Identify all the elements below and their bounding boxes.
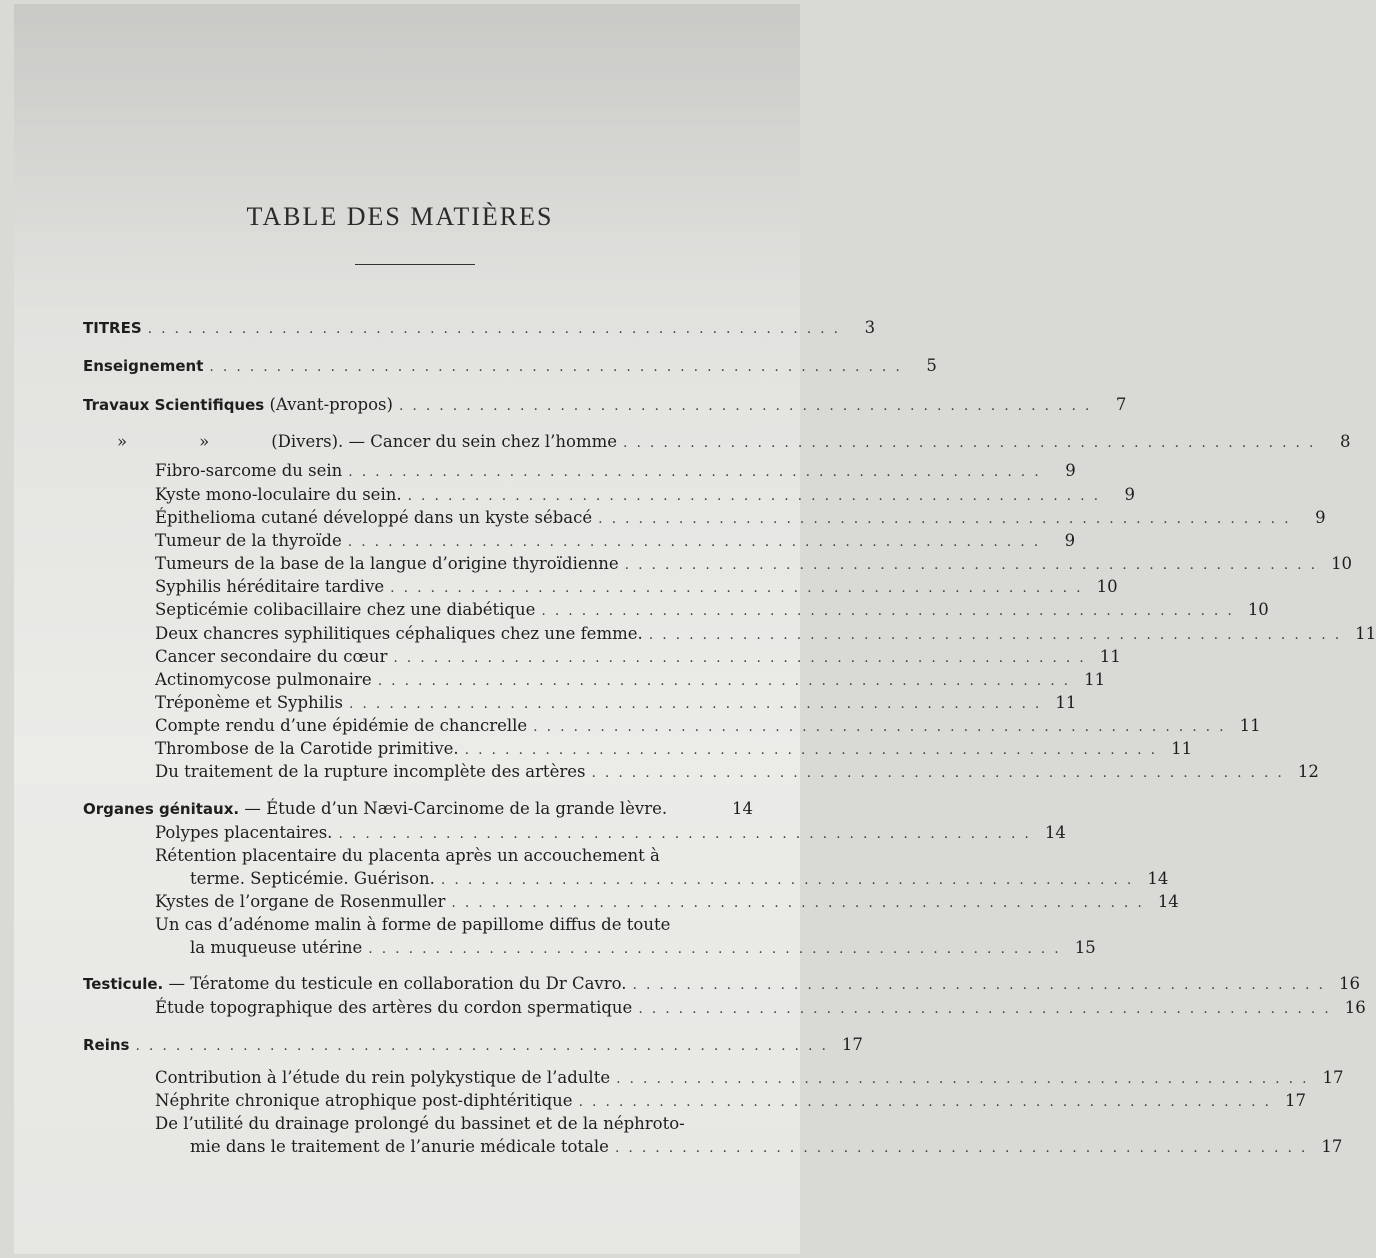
leader-dots: .................................................... (368, 941, 1068, 957)
toc-entry-testicule (83, 974, 1360, 998)
toc-item-line: Rétention placentaire du placenta après un accouchement à (155, 846, 660, 865)
toc-item: Contribution à l’étude du rein polykystique de l’adulte .................................................... 17 (155, 1068, 1344, 1087)
toc-item: Compte rendu d’une épidémie de chancrelle .................................................... 11 (155, 716, 1261, 735)
toc-entry-travaux (83, 395, 1127, 419)
page-number: 11 (1355, 624, 1376, 643)
toc-item: la muqueuse utérine .................................................... 15 (190, 938, 1096, 957)
page-number: 11 (1171, 739, 1193, 758)
toc-heading: Travaux Scientifiques (83, 396, 265, 414)
toc-item: Du traitement de la rupture incomplète des artères .................................................... 12 (155, 762, 1319, 781)
page-title: TABLE DES MATIÈRES (246, 202, 554, 231)
toc-subtitle: (Avant-propos) (264, 395, 393, 414)
leader-dots: .................................................... (147, 321, 848, 337)
toc-item: Actinomycose pulmonaire .................................................... 11 (155, 670, 1106, 689)
page-number: 15 (1074, 938, 1096, 957)
page-number: 16 (1338, 974, 1360, 993)
page-number: 11 (1055, 693, 1077, 712)
page-number: 10 (1096, 577, 1118, 596)
toc-heading: Organes génitaux. (83, 800, 240, 818)
leader-dots: .................................................... (440, 872, 1141, 888)
toc-subtitle: — Tératome du testicule en collaboration du Dr Cavro. (163, 974, 627, 993)
page-number: 17 (1321, 1137, 1343, 1156)
toc-item: Deux chancres syphilitiques céphaliques chez une femme. .................................................... 11 (155, 624, 1376, 643)
toc-heading: TITRES (83, 319, 142, 337)
page-number: 9 (1064, 531, 1076, 550)
leader-dots: .................................................... (209, 359, 909, 375)
page-number: 17 (841, 1035, 863, 1054)
toc-item: Kystes de l’organe de Rosenmuller .................................................... 14 (155, 892, 1179, 911)
toc-subtitle: (Divers). — Cancer du sein chez l’homme (271, 432, 618, 451)
page-number: 5 (926, 356, 937, 375)
leader-dots: .................................................... (377, 673, 1078, 689)
page-number: 11 (1084, 670, 1106, 689)
page-number: 11 (1239, 716, 1261, 735)
leader-dots: .................................................... (614, 1140, 1315, 1156)
toc-item: Syphilis héréditaire tardive .................................................... 10 (155, 577, 1118, 596)
leader-dots: .................................................... (451, 895, 1151, 911)
page-number: 11 (1099, 647, 1121, 666)
page-number: 16 (1344, 998, 1366, 1017)
page-number: 17 (1284, 1091, 1306, 1110)
toc-item: Kyste mono-loculaire du sein. .................................................... 9 (155, 485, 1136, 504)
page-number: 17 (1322, 1068, 1344, 1087)
toc-item: Tumeur de la thyroïde .................................................... 9 (155, 531, 1076, 550)
toc-entry-divers (117, 432, 1351, 456)
toc-item: Épithelioma cutané développé dans un kyste sébacé .................................................... 9 (155, 508, 1326, 527)
leader-dots: .................................................... (393, 650, 1093, 666)
toc-heading: Enseignement (83, 357, 204, 375)
leader-dots: .................................................... (348, 696, 1049, 712)
toc-item: Néphrite chronique atrophique post-diphtéritique .................................................... 17 (155, 1091, 1306, 1110)
toc-item: Cancer secondaire du cœur .................................................... 11 (155, 647, 1121, 666)
leader-dots: .................................................... (598, 511, 1298, 527)
toc-entry-reins (83, 1035, 863, 1059)
toc-heading: Testicule. (83, 975, 164, 993)
leader-dots: .................................................... (578, 1094, 1278, 1110)
page-number: 14 (1147, 869, 1169, 888)
toc-heading: Reins (83, 1036, 130, 1054)
page-number: 7 (1115, 395, 1127, 414)
leader-dots: .................................................... (632, 977, 1332, 993)
leader-dots: .................................................... (638, 1001, 1338, 1017)
toc-item: Étude topographique des artères du cordon spermatique .................................................... 16 (155, 998, 1366, 1017)
page-number: 12 (1297, 762, 1319, 781)
toc-subtitle: — Étude d’un Nævi-Carcinome de la grande lèvre. (239, 799, 668, 818)
leader-dots: .................................................... (591, 765, 1291, 781)
page-number: 9 (1065, 461, 1076, 480)
leader-dots: .................................................... (398, 398, 1099, 414)
page-number: 8 (1339, 432, 1351, 451)
toc-item-line: De l’utilité du drainage prolongé du bassinet et de la néphroto- (155, 1114, 685, 1133)
leader-dots: .................................................... (616, 1071, 1316, 1087)
toc-item: terme. Septicémie. Guérison. .................................................... 14 (190, 869, 1169, 888)
page-number: 14 (732, 799, 753, 818)
leader-dots: .................................................... (347, 534, 1048, 550)
toc-item: mie dans le traitement de l’anurie médicale totale .................................................... 17 (190, 1137, 1343, 1156)
toc-entry-organes (83, 799, 753, 823)
toc-item: Polypes placentaires. .................................................... 14 (155, 823, 1066, 842)
toc-item: Fibro-sarcome du sein .................................................... 9 (155, 461, 1076, 480)
leader-dots: .................................................... (624, 557, 1325, 573)
page-number: 14 (1044, 823, 1066, 842)
leader-dots: .................................................... (464, 742, 1165, 758)
leader-dots: .................................................... (533, 719, 1233, 735)
toc-item: Thrombose de la Carotide primitive. .................................................... 11 (155, 739, 1193, 758)
page-number: 10 (1331, 554, 1353, 573)
ditto-mark: » (199, 432, 210, 451)
leader-dots: .................................................... (407, 488, 1108, 504)
leader-dots: .................................................... (541, 603, 1241, 619)
toc-item: Septicémie colibacillaire chez une diabétique .................................................... 10 (155, 600, 1269, 619)
toc-item: Tréponème et Syphilis .................................................... 11 (155, 693, 1077, 712)
leader-dots: .................................................... (348, 464, 1048, 480)
title-rule (355, 264, 475, 265)
leader-dots: .................................................... (390, 580, 1090, 596)
toc-item: Tumeurs de la base de la langue d’origine thyroïdienne .................................................... 10 (155, 554, 1353, 573)
toc-entry-enseignement (83, 356, 937, 380)
leader-dots: .................................................... (648, 627, 1349, 643)
page-number: 10 (1247, 600, 1269, 619)
toc-item-line: Un cas d’adénome malin à forme de papillome diffus de toute (155, 915, 671, 934)
leader-dots: .................................................... (135, 1038, 835, 1054)
page-number: 14 (1157, 892, 1179, 911)
page-number: 3 (864, 318, 876, 337)
ditto-mark: » (117, 432, 128, 451)
leader-dots: .................................................... (338, 826, 1038, 842)
leader-dots: .................................................... (623, 435, 1323, 451)
page-number: 9 (1315, 508, 1326, 527)
page-number: 9 (1124, 485, 1136, 504)
toc-entry-titres (83, 318, 876, 342)
